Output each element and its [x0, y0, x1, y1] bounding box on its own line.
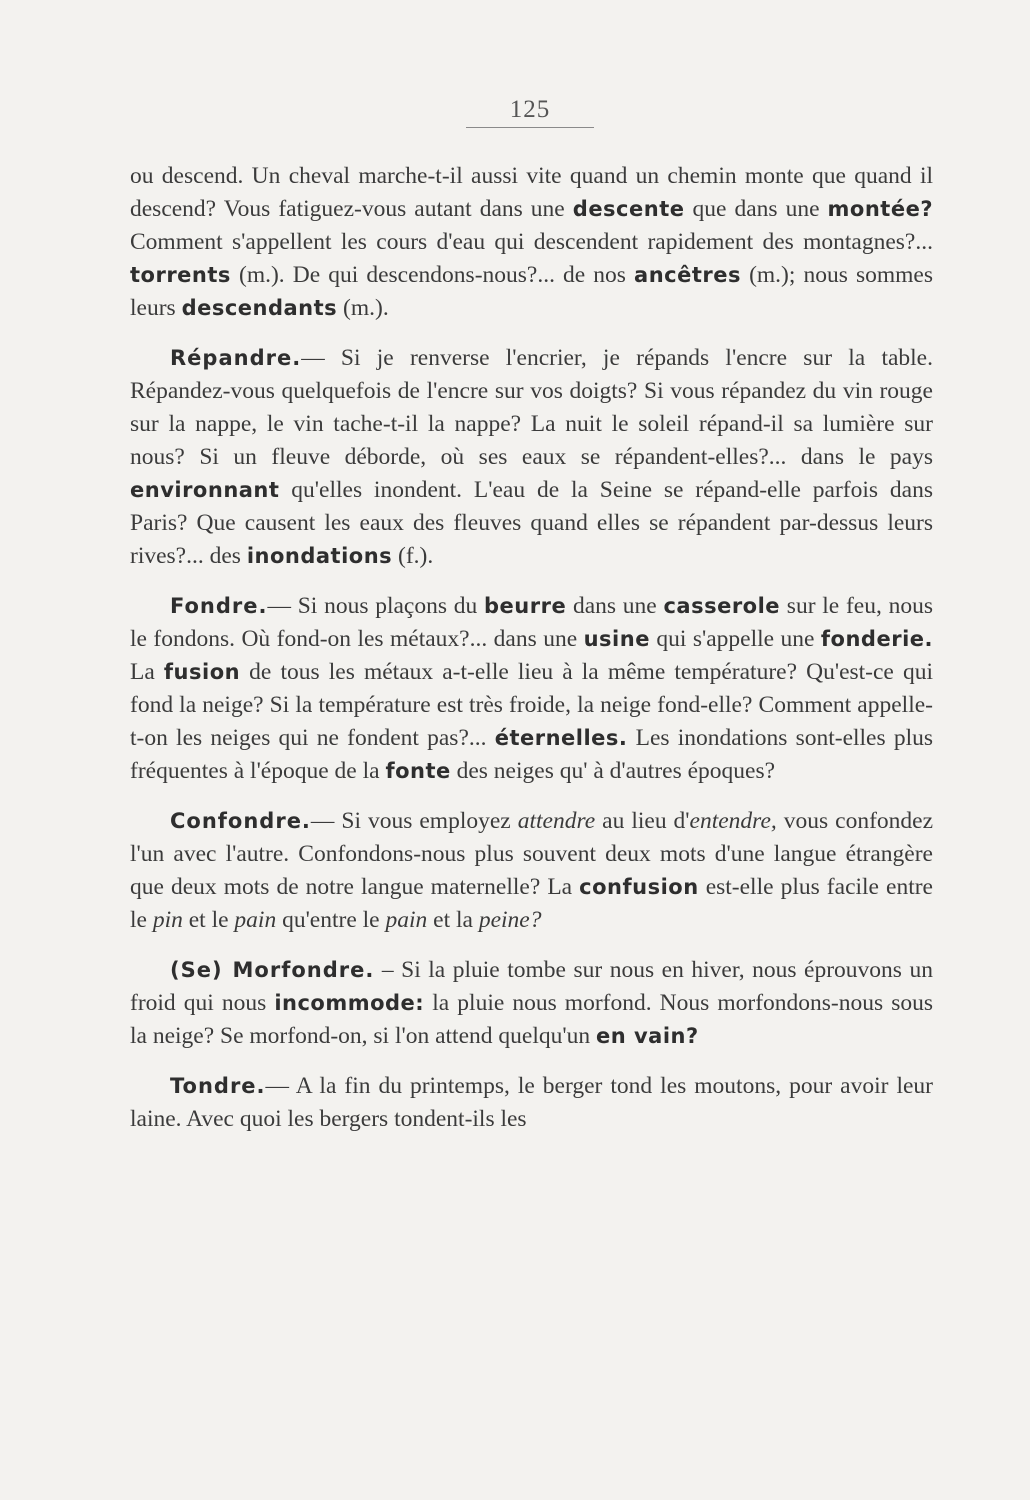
text-run: — Si nous plaçons du: [267, 593, 485, 619]
text-run: (m.); nous sommes leurs: [130, 262, 934, 321]
bold-term: fusion: [163, 660, 241, 684]
text-run: sur le feu, nous le fondons. Où fond-on les métaux?... dans une: [130, 593, 933, 652]
text-run: – Si la pluie tombe sur nous en hiver, nous éprouvons un froid qui nous: [130, 957, 933, 1016]
text-run: (m.).: [337, 295, 389, 321]
text-run: et la: [427, 907, 479, 933]
italic-term: peine?: [478, 907, 542, 933]
bold-term: torrents: [130, 263, 231, 287]
text-run: Comment s'appellent les cours d'eau qui descendent rapidement des montagnes?...: [130, 229, 933, 255]
text-run: des neiges qu' à d'autres époques?: [450, 758, 776, 784]
text-run: — A la fin du printemps, le berger tond les moutons, pour avoir leur laine. Avec quoi les bergers tondent-ils les: [130, 1073, 933, 1132]
entry-heading: (Se) Morfondre.: [170, 958, 375, 982]
text-run: que dans une: [684, 196, 828, 222]
italic-term: entendre,: [689, 808, 777, 834]
bold-term: en vain?: [595, 1024, 699, 1048]
text-run: la pluie nous morfond. Nous morfondons-nous sous la neige? Se morfond-on, si l'on attend quelqu'un: [130, 990, 934, 1049]
text-run: — Si je renverse l'encrier, je répands l'encre sur la table. Répandez-vous quelquefois de l'encre sur vos doigts? Si vous répandez du vin rouge sur la nappe, le vin tache-t-il la nappe? La nuit le soleil répand-il sa lumière sur nous? Si un fleuve déborde, où ses eaux se répandent-elles?... dans le pays: [130, 345, 933, 470]
text-run: Les inondations sont-elles plus fréquentes à l'époque de la: [130, 725, 933, 784]
text-run: La: [130, 659, 164, 685]
bold-term: montée?: [827, 197, 934, 221]
text-run: (m.). De qui descendons-nous?... de nos: [230, 262, 635, 288]
italic-term: attendre: [517, 808, 596, 834]
bold-term: fonte: [385, 759, 451, 783]
italic-term: pain: [234, 907, 277, 933]
text-run: qu'elles inondent. L'eau de la Seine se répand-elle parfois dans Paris? Que causent les eaux des fleuves quand elles se répandent par-dessus leurs rives?... des: [130, 477, 933, 569]
text-run: qui s'appelle une: [649, 626, 821, 652]
paragraph-se-morfondre: [130, 954, 933, 1053]
paragraph-fondre: [130, 590, 933, 788]
text-run: de tous les métaux a-t-elle lieu à la même température? Qu'est-ce qui fond la neige? Si la température est très froide, la neige fond-elle? Comment appelle-t-on les neiges qui ne fondent pas?...: [130, 659, 933, 751]
text-run: dans une: [566, 593, 664, 619]
bold-term: incommode:: [274, 991, 425, 1015]
paragraph-repandre: [130, 342, 933, 573]
bold-term: ancêtres: [634, 263, 741, 287]
bold-term: inondations: [246, 544, 393, 568]
entry-heading: Tondre.: [170, 1074, 266, 1098]
page-number: 125: [509, 96, 551, 123]
bold-term: environnant: [130, 478, 280, 502]
bold-term: casserole: [663, 594, 781, 618]
text-run: (f.).: [392, 543, 434, 569]
entry-heading: Répandre.: [170, 346, 302, 370]
text-run: qu'entre le: [276, 907, 386, 933]
paragraph-descendre-continued: [130, 160, 933, 325]
bold-term: descendants: [181, 296, 338, 320]
bold-term: fonderie.: [820, 627, 933, 651]
text-run: est-elle plus facile entre le: [130, 874, 933, 933]
text-run: — Si vous employez: [310, 808, 518, 834]
italic-term: pain: [385, 907, 428, 933]
bold-term: éternelles.: [494, 726, 628, 750]
page-number-rule: [466, 127, 594, 128]
paragraph-confondre: [130, 805, 933, 937]
text-run: au lieu d': [595, 808, 690, 834]
bold-term: descente: [572, 197, 685, 221]
body-text: [130, 160, 933, 1136]
bold-term: usine: [583, 627, 650, 651]
bold-term: confusion: [579, 875, 699, 899]
entry-heading: Fondre.: [170, 594, 268, 618]
text-run: et le: [182, 907, 235, 933]
paragraph-tondre: [130, 1070, 933, 1136]
bold-term: beurre: [484, 594, 567, 618]
italic-term: pin: [152, 907, 183, 933]
entry-heading: Confondre.: [170, 809, 311, 833]
text-run: ou descend. Un cheval marche-t-il aussi vite quand un chemin monte que quand il descend? Vous fatiguez-vous autant dans une: [130, 163, 933, 222]
text-run: vous confondez l'un avec l'autre. Confondons-nous plus souvent deux mots d'une langue étrangère que deux mots de notre langue maternelle? La: [130, 808, 934, 900]
